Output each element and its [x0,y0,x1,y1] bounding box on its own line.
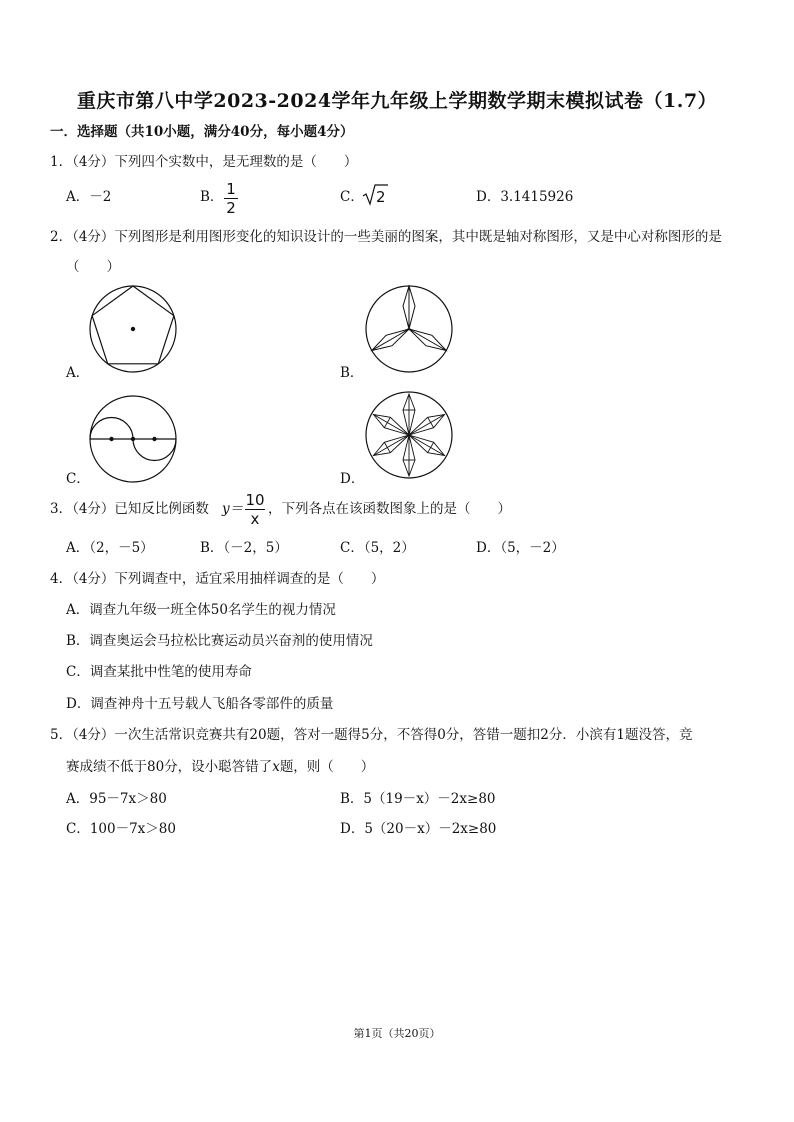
q2-option-a-label: A． [66,365,90,381]
q3-stem-post: ，下列各点在该函数图象上的是（ ） [268,501,511,517]
q3-fraction [245,492,265,527]
q5-stem-line2 [66,758,374,776]
q5-variable: x [272,759,280,775]
q2-stem-paren: （ ） [66,259,120,275]
q2-option-c-label: C． [66,471,90,487]
q4-option-b: B．调查奥运会马拉松比赛运动员兴奋剂的使用情况 [66,633,373,649]
q3-option-c: C．（5，2） [340,540,415,556]
figure-a-pentagon-in-circle [88,284,178,374]
q3-denominator: x [250,510,260,528]
q2-option-d-label: D． [340,471,365,487]
q4-option-c: C．调查某批中性笔的使用寿命 [66,664,252,680]
q3-numerator: 10 [245,491,265,509]
figure-b-three-kites [364,284,454,374]
q4-option-a: A．调查九年级一班全体50名学生的视力情况 [66,602,336,618]
section-heading: 一．选择题（共10小题，满分40分，每小题4分） [50,124,354,140]
q1-stem: 1．（4分）下列四个实数中，是无理数的是（ ） [50,154,358,170]
q4-option-d: D．调查神舟十五号载人飞船各零部件的质量 [66,696,334,712]
q5-option-c: C．100－7x＞80 [66,821,176,837]
q3-option-d: D．（5，－2） [476,540,565,556]
q3-option-b: B．（－2，5） [200,540,288,556]
q5-option-d: D．5（20－x）－2x≥80 [340,821,497,837]
page-footer: 第1页（共20页） [353,1027,441,1040]
q2-stem: 2．（4分）下列图形是利用图形变化的知识设计的一些美丽的图案，其中既是轴对称图形，又是中心对称图形的是 [50,229,722,245]
q1-option-b-fraction [224,181,238,216]
figure-c-yin-yang-circle [88,394,178,484]
page-title: 重庆市第八中学2023-2024学年九年级上学期数学期末模拟试卷（1.7） [76,90,718,112]
q5-stem-line1: 5．（4分）一次生活常识竞赛共有20题，答对一题得5分，不答得0分，答错一题扣2分．小滨有1题没答，竞 [50,727,693,743]
q3-y-equals: y＝ [222,501,244,517]
q1-option-b-label: B． [200,189,224,205]
q1-option-b-numerator: 1 [226,180,236,198]
q1-option-b-denominator: 2 [226,199,236,217]
q3-stem-pre: 3．（4分）已知反比例函数 [50,501,209,517]
q3-option-a: A．（2，－5） [66,540,154,556]
q1-option-c-radicand: 2 [376,188,386,206]
q1-option-d: D．3.1415926 [476,189,574,205]
q1-option-a: A．－2 [66,189,112,205]
figure-d-six-petal-star [364,390,454,480]
q5-option-b: B．5（19－x）－2x≥80 [340,791,496,807]
q5-stem-line2-post: 题，则（ ） [279,759,375,775]
q5-stem-line2-pre: 赛成绩不低于80分，设小聪答错了 [66,759,273,775]
q5-option-a: A．95－7x＞80 [66,791,167,807]
q2-option-b-label: B． [340,365,364,381]
q1-option-c-label: C． [340,189,364,205]
q4-stem: 4．（4分）下列调查中，适宜采用抽样调查的是（ ） [50,571,385,587]
